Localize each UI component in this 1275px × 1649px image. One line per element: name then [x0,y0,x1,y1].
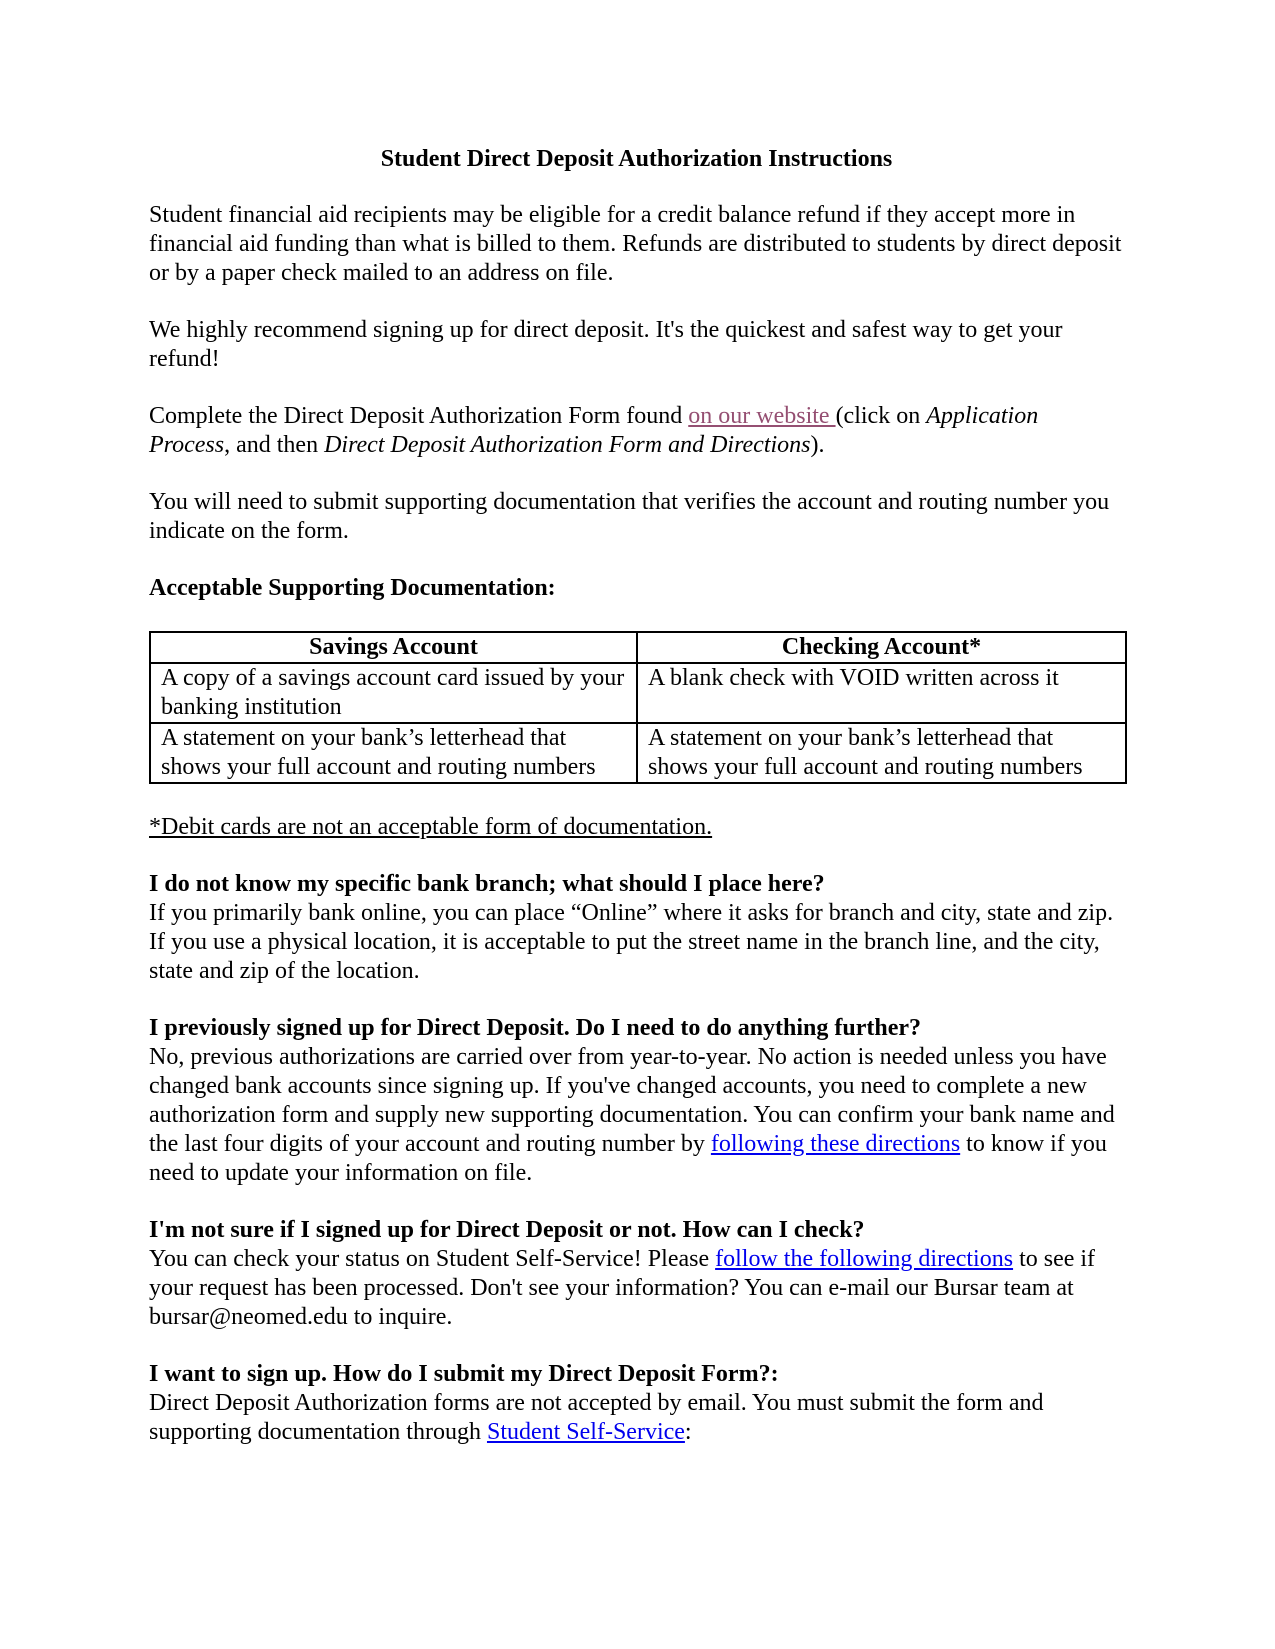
complete-middle-2: , and then [224,432,325,458]
intro-paragraph: Student financial aid recipients may be eligible for a credit balance refund if they accept more in financial aid funding than what is billed to them. Refunds are distributed to students by direct deposit or by a paper check mailed to an address on file. [149,202,1122,286]
answer-text: to know if you need to update your information on file. [149,1131,1107,1186]
application-process-text: Application Process [149,403,1039,458]
savings-account-header: Savings Account [150,632,637,663]
page-title: Student Direct Deposit Authorization Instructions [380,146,893,172]
faq-question: I'm not sure if I signed up for Direct Deposit or not. How can I check? [149,1217,865,1243]
acceptable-docs-heading: Acceptable Supporting Documentation: [149,575,556,601]
faq-answer [149,1043,1124,1188]
table-cell: A copy of a savings account card issued by your banking institution [150,663,637,723]
student-self-service-link[interactable]: Student Self-Service [486,1419,685,1445]
form-and-directions-text: Direct Deposit Authorization Form and Directions [324,432,811,458]
faq-previous-signup [149,1014,1124,1188]
table-cell: A blank check with VOID written across it [637,663,1126,723]
documentation-table [149,631,1127,784]
recommend-paragraph: We highly recommend signing up for direct deposit. It's the quickest and safest way to get your refund! [149,317,1063,372]
answer-text: You can check your status on Student Self-Service! Please [149,1246,716,1272]
complete-middle-1: (click on [835,403,927,429]
answer-text: No, previous authorizations are carried over from year-to-year. No action is needed unless you have changed bank accounts since signing up. If you've changed accounts, you need to complete a new authorization form and supply new supporting documentation. You can confirm your bank name and the last four digits of your account and routing number by [149,1044,1115,1157]
table-row [150,723,1126,783]
faq-answer [149,1245,1124,1332]
supporting-paragraph: You will need to submit supporting documentation that verifies the account and routing number you indicate on the form. [149,489,1110,544]
faq-answer: If you primarily bank online, you can place “Online” where it asks for branch and city, state and zip. If you use a physical location, it is acceptable to put the street name in the branch line, and the city, state and zip of the location. [149,900,1114,984]
complete-prefix: Complete the Direct Deposit Authorization Form found [149,403,689,429]
answer-text: Direct Deposit Authorization forms are not accepted by email. You must submit the form and supporting documentation through [149,1390,1044,1445]
answer-text: to see if your request has been processed. Don't see your information? You can e-mail our Bursar team at bursar@neomed.edu to inquire. [149,1246,1096,1330]
complete-suffix: ). [810,432,825,458]
follow-directions-link[interactable]: follow the following directions [715,1246,1014,1272]
following-directions-link[interactable]: following these directions [710,1131,961,1157]
complete-form-paragraph [149,402,1124,460]
checking-account-header: Checking Account* [637,632,1126,663]
table-header-row [150,632,1126,663]
table-row [150,663,1126,723]
faq-question: I do not know my specific bank branch; what should I place here? [149,871,825,897]
faq-sign-up [149,1360,1124,1447]
faq-check-status [149,1216,1124,1332]
debit-card-note: *Debit cards are not an acceptable form of documentation. [149,814,713,840]
answer-text: : [684,1419,692,1445]
website-link[interactable]: on our website [688,403,836,429]
document-page [149,145,1124,1475]
faq-question: I want to sign up. How do I submit my Direct Deposit Form?: [149,1361,779,1387]
table-cell: A statement on your bank’s letterhead that shows your full account and routing numbers [637,723,1126,783]
faq-answer [149,1389,1124,1447]
faq-question: I previously signed up for Direct Deposit. Do I need to do anything further? [149,1015,922,1041]
faq-branch [149,870,1124,986]
table-cell: A statement on your bank’s letterhead that shows your full account and routing numbers [150,723,637,783]
